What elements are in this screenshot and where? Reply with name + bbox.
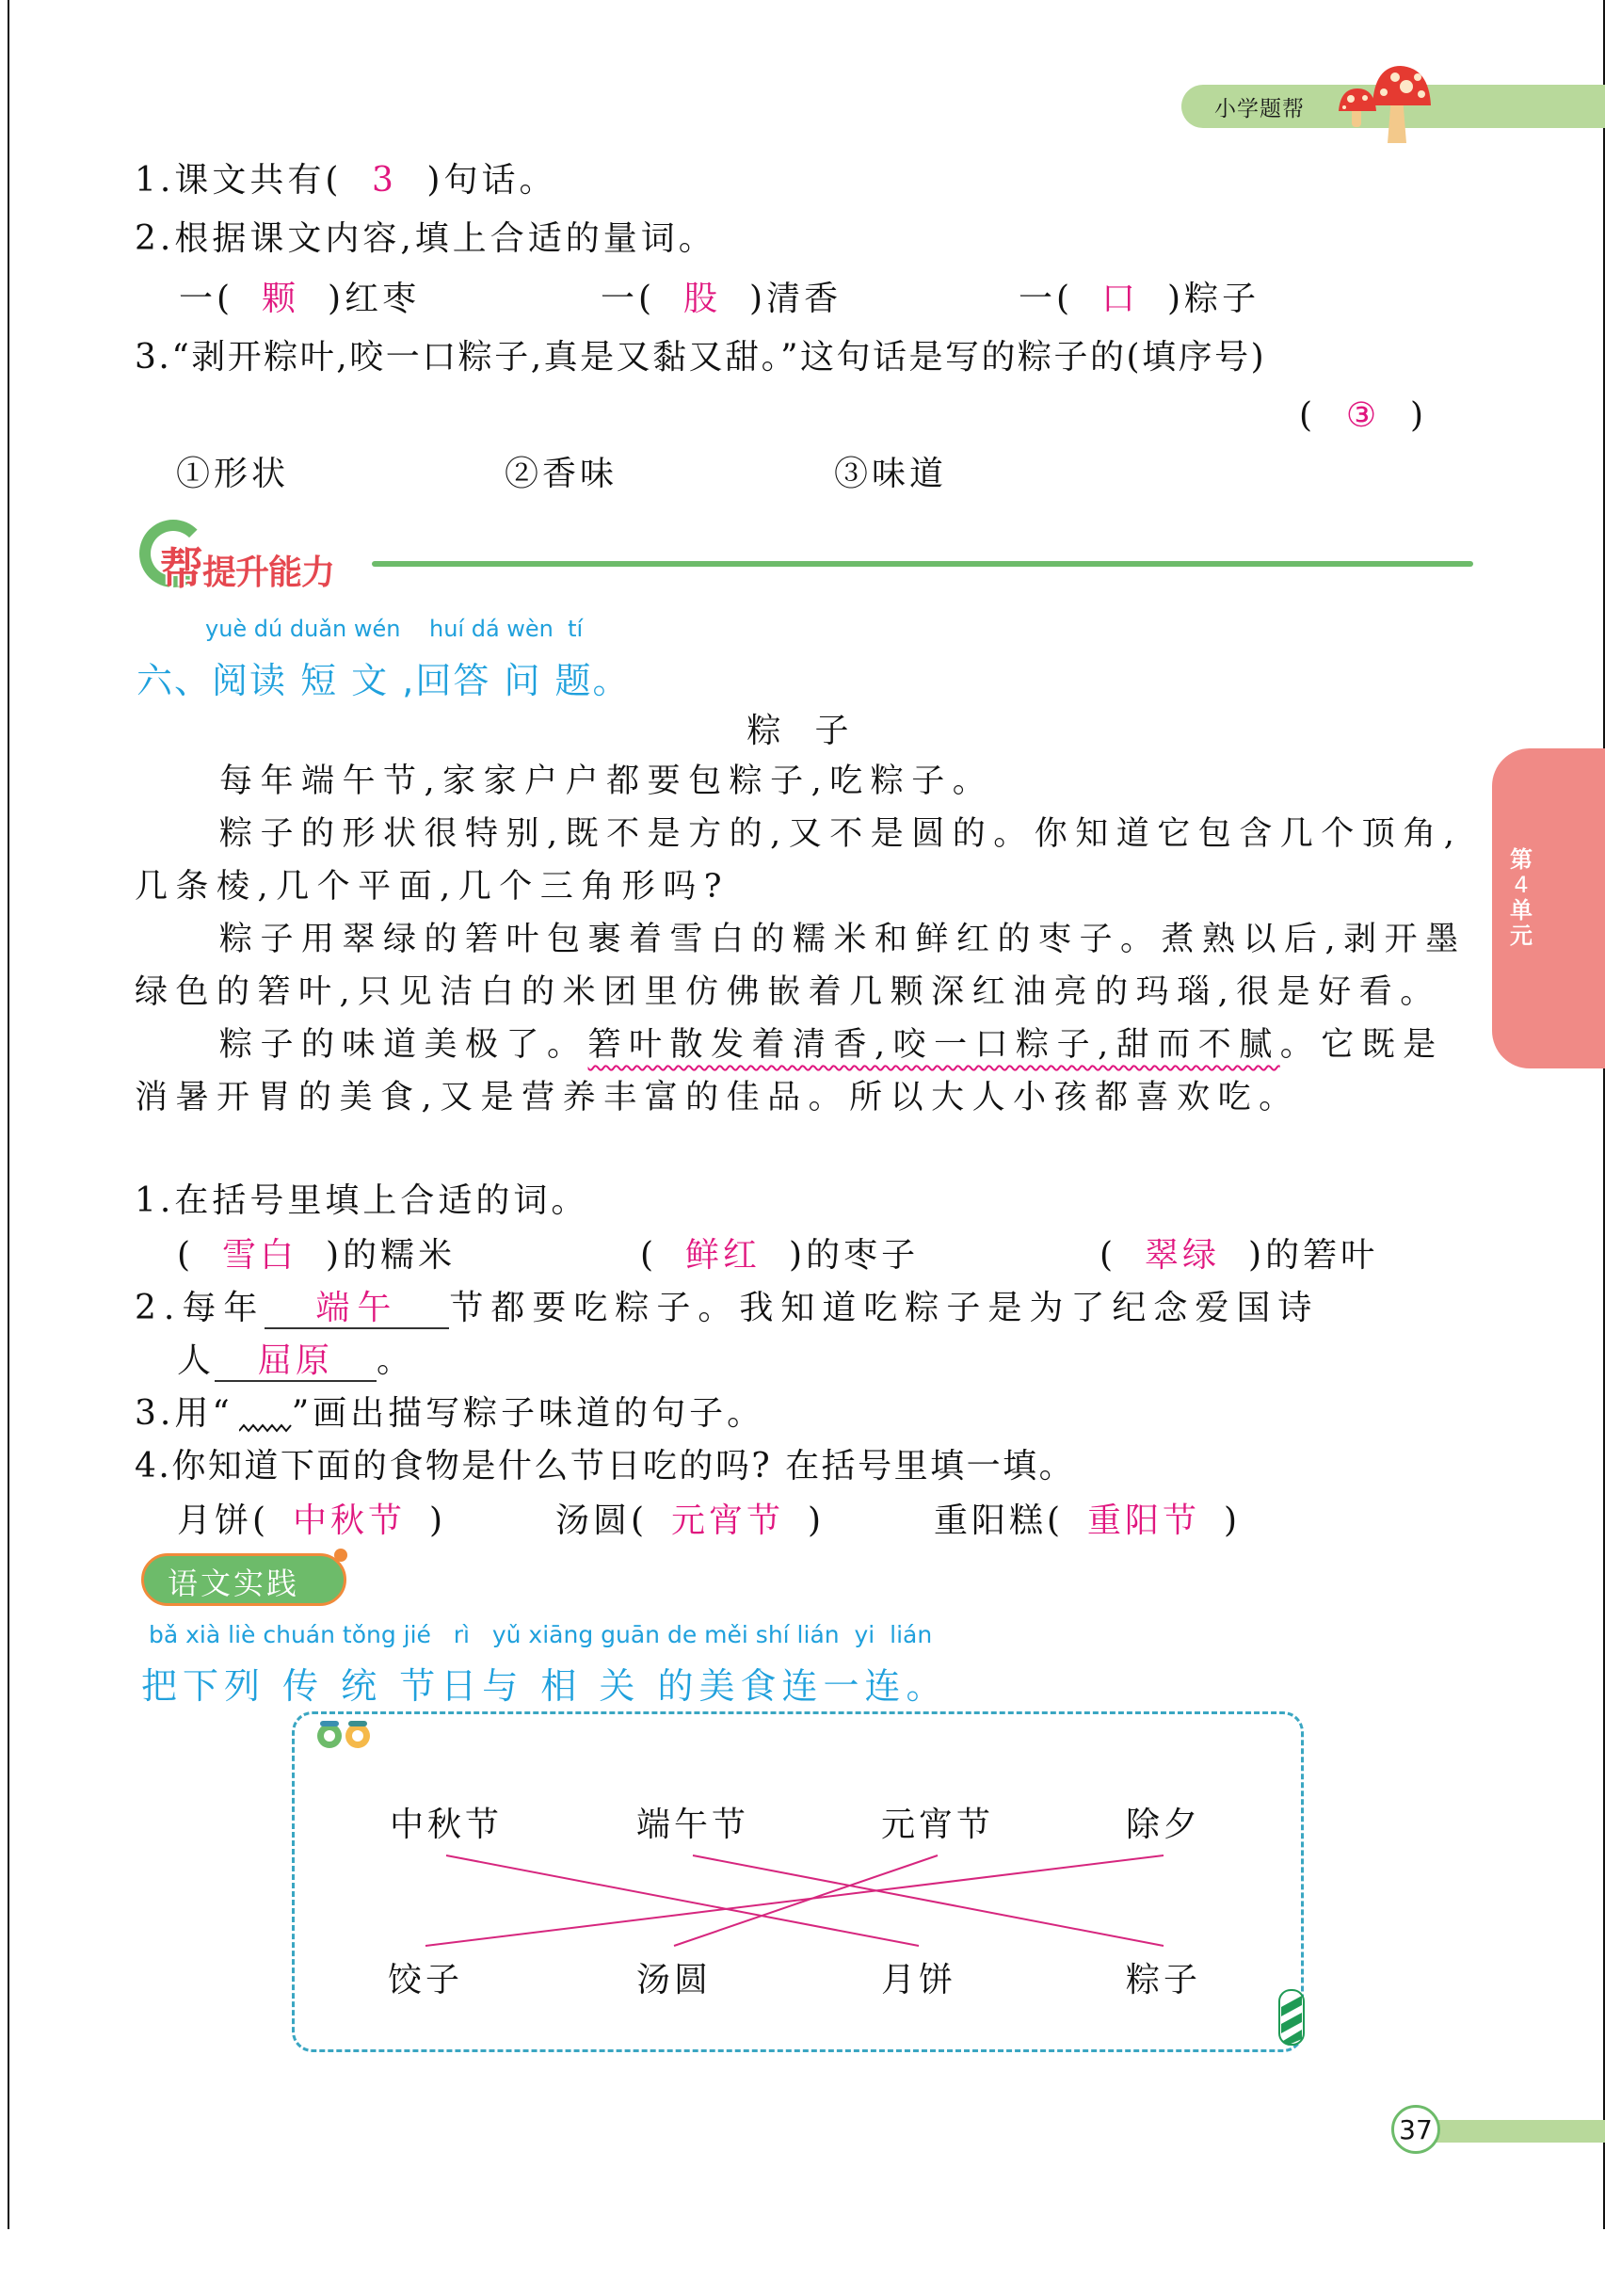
food-label[interactable]: 饺子: [388, 1961, 464, 1999]
festival-food-item: 月饼( 中秋节 ): [177, 1501, 447, 1540]
practice-title: 把下列 传 统 节日与 相 关 的美食连一连。: [141, 1665, 948, 1707]
question-3-prompt: 3.“剥开粽叶,咬一口粽子,真是又黏又甜。”这句话是写的粽子的(填序号): [135, 338, 1267, 377]
reading-q4-prompt: 4.你知道下面的食物是什么节日吃的吗? 在括号里填一填。: [135, 1447, 1076, 1485]
festival-label[interactable]: 除夕: [1126, 1806, 1202, 1844]
paragraph: 粽子的形状很特别,既不是方的,又不是圆的。你知道它包含几个顶角,几条棱,几个平面,几个三角形吗?: [135, 815, 1463, 906]
question-3-answer: ( ③ ): [1299, 396, 1428, 435]
question-2-prompt: 2.根据课文内容,填上合适的量词。: [135, 219, 716, 258]
fill-word-item: ( 雪白 )的糯米: [177, 1236, 457, 1275]
answer-blank: 屈原: [215, 1342, 377, 1382]
page-number: 37: [1391, 2105, 1440, 2154]
fill-word-item: ( 翠绿 )的箬叶: [1099, 1236, 1379, 1275]
practice-pinyin: bǎ xià liè chuán tǒng jié rì yǔ xiāng guān de měi shí lián yi lián: [149, 1621, 933, 1648]
option-2: ②香味: [505, 455, 618, 493]
festival-food-item: 重阳糕( 重阳节 ): [934, 1501, 1242, 1540]
paragraph: 粽子的味道美极了。箬叶散发着清香,咬一口粽子,甜而不腻。它既是消暑开胃的美食,又是营养丰富的佳品。所以大人小孩都喜欢吃。: [135, 1026, 1444, 1116]
food-label[interactable]: 汤圆: [636, 1961, 713, 1999]
festival-label[interactable]: 端午节: [636, 1806, 750, 1844]
reading-title: 六、阅读 短 文 ,回答 问 题。: [136, 660, 631, 701]
reading-q2-line2: 人 屈原 。: [177, 1341, 415, 1380]
food-label[interactable]: 月饼: [881, 1961, 957, 1999]
festival-food-item: 汤圆( 元宵节 ): [555, 1501, 826, 1540]
measure-word-item: 一( 颗 )红枣: [179, 280, 421, 318]
footer-bar: [1412, 2120, 1605, 2143]
paragraph: 粽子用翠绿的箬叶包裹着雪白的糯米和鲜红的枣子。煮熟以后,剥开墨绿色的箬叶,只见洁白的米团里仿佛嵌着几颗深红油亮的玛瑙,很是好看。: [135, 921, 1467, 1011]
answer-blank: 端午: [265, 1290, 449, 1329]
question-1: 1.课文共有( 3 )句话。: [135, 161, 557, 200]
section-title: 帮提升能力: [160, 543, 335, 594]
practice-badge-label: 语文实践: [168, 1565, 300, 1601]
wavy-underlined-sentence: 箬叶散发着清香,咬一口粽子,甜而不腻: [587, 1026, 1280, 1064]
reading-q2: 2.每年 端午 节都要吃粽子。我知道吃粽子是为了纪念爱国诗: [135, 1289, 1320, 1327]
passage-title: 粽 子: [746, 712, 849, 750]
measure-word-item: 一( 口 )粽子: [1019, 280, 1260, 318]
reading-q1-prompt: 1.在括号里填上合适的词。: [135, 1181, 589, 1220]
reading-q3: 3.用“ ”画出描写粽子味道的句子。: [135, 1394, 765, 1433]
food-label[interactable]: 粽子: [1126, 1961, 1202, 1999]
option-3: ③味道: [834, 455, 948, 493]
unit-tab-label: 第 4 单 元: [1510, 846, 1533, 949]
answer-sentence-count: 3: [371, 161, 397, 200]
option-1: ①形状: [176, 455, 290, 493]
festival-label[interactable]: 元宵节: [881, 1806, 995, 1844]
reading-pinyin: yuè dú duǎn wén huí dá wèn tí: [205, 616, 584, 642]
paragraph: 每年端午节,家家户户都要包粽子,吃粽子。: [219, 763, 994, 800]
fill-word-item: ( 鲜红 )的枣子: [640, 1236, 920, 1275]
measure-word-item: 一( 股 )清香: [601, 280, 843, 318]
brand-title: 小学题帮: [1214, 97, 1305, 121]
festival-label[interactable]: 中秋节: [390, 1806, 504, 1844]
